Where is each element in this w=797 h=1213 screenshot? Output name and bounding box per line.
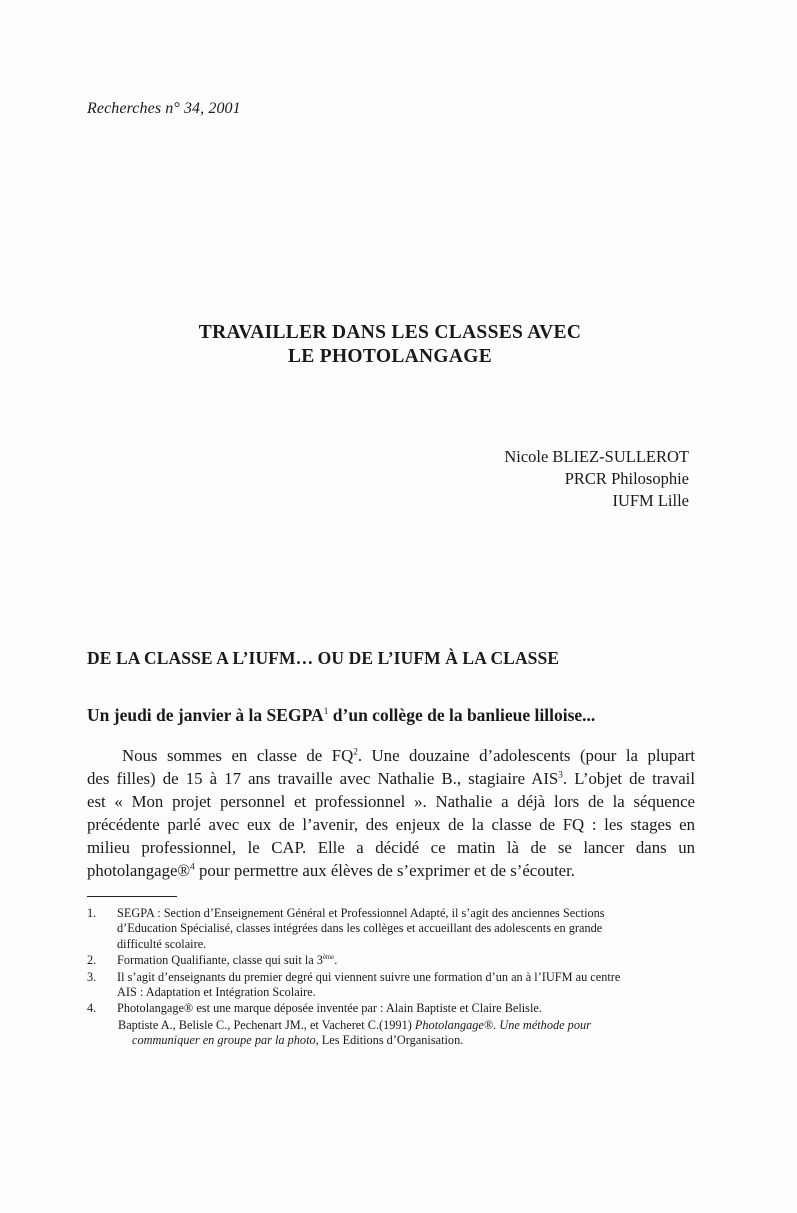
running-head: Recherches n° 34, 2001 bbox=[87, 100, 241, 117]
footnote-4-reference bbox=[118, 1018, 695, 1049]
footnote-text: Photolangage® est une marque déposée inventée par : Alain Baptiste et Claire Belisle. bbox=[117, 1001, 542, 1016]
footnote-text: Il s’agit d’enseignants du premier degré qui viennent suivre une formation d’un an à l’IUFM au centre bbox=[117, 969, 621, 984]
article-title-line-2: LE PHOTOLANGAGE bbox=[287, 346, 493, 367]
paragraph-text: pour permettre aux élèves de s’exprimer et de s’écouter. bbox=[194, 861, 575, 880]
footnote-number: 1. bbox=[87, 906, 97, 920]
footnote-text-part: Formation Qualifiante, classe qui suit la 3 bbox=[117, 953, 323, 968]
footnote-2 bbox=[87, 953, 695, 968]
article-title bbox=[100, 321, 680, 369]
footnote-number: 4. bbox=[87, 1001, 97, 1016]
reference-publisher: , Les Editions d’Organisation. bbox=[315, 1033, 464, 1048]
reference-title: communiquer en groupe par la photo bbox=[132, 1033, 316, 1048]
subsection-text-end: d’un collège de la banlieue lilloise... bbox=[328, 705, 596, 725]
footnote-ref-4: 4 bbox=[190, 861, 195, 872]
author-block bbox=[504, 446, 689, 512]
footnote-text: AIS : Adaptation et Intégration Scolaire. bbox=[117, 985, 316, 1000]
footnote-ref-1: 1 bbox=[323, 706, 329, 718]
paragraph-text: . Une douzaine d’adolescents (pour la plupart bbox=[357, 746, 695, 765]
section-heading: DE LA CLASSE A L’IUFM… OU DE L’IUFM À LA CLASSE bbox=[87, 648, 560, 668]
reference-line-1 bbox=[118, 1018, 695, 1033]
footnote-text-part: . bbox=[334, 953, 338, 968]
paragraph-line-5: milieu professionnel, le CAP. Elle a décidé ce matin là de se lancer dans un bbox=[87, 838, 695, 857]
body-paragraph bbox=[87, 744, 695, 882]
author-name: Nicole BLIEZ-SULLEROT bbox=[504, 447, 689, 466]
paragraph-line-6 bbox=[87, 859, 695, 882]
paragraph-line-4: précédente parlé avec eux de l’avenir, des enjeux de la classe de FQ : les stages en bbox=[87, 815, 695, 834]
subsection-text-start: Un jeudi de janvier à la SEGPA bbox=[87, 705, 324, 725]
article-title-line-1: TRAVAILLER DANS LES CLASSES AVEC bbox=[198, 322, 582, 343]
subsection-heading bbox=[87, 705, 595, 726]
paragraph-text: photolangage® bbox=[87, 861, 191, 880]
paragraph-text: des filles) de 15 à 17 ans travaille avec Nathalie B., stagiaire AIS bbox=[87, 769, 559, 788]
footnote-separator bbox=[87, 896, 177, 897]
footnote-1 bbox=[87, 906, 695, 952]
footnote-number: 2. bbox=[87, 953, 97, 968]
paragraph-line-2 bbox=[87, 767, 695, 790]
reference-authors: Baptiste A., Belisle C., Pechenart JM., et Vacheret C.(1991) bbox=[118, 1017, 415, 1032]
paragraph-text: Nous sommes en classe de FQ bbox=[122, 746, 354, 765]
footnotes bbox=[87, 906, 695, 1049]
footnote-text: difficulté scolaire. bbox=[117, 936, 207, 951]
reference-title: Photolangage®. Une méthode pour bbox=[414, 1017, 591, 1032]
footnote-3 bbox=[87, 970, 695, 1001]
footnote-superscript: ème bbox=[322, 954, 335, 962]
paragraph-text: . L’objet de travail bbox=[562, 769, 695, 788]
footnote-text: SEGPA : Section d’Enseignement Général et Professionnel Adapté, il s’agit des anciennes Sections bbox=[117, 906, 605, 920]
author-institution: IUFM Lille bbox=[612, 491, 689, 510]
footnote-text bbox=[117, 953, 695, 968]
footnote-ref-3: 3 bbox=[558, 769, 563, 780]
paragraph-line-1 bbox=[87, 744, 695, 767]
footnote-number: 3. bbox=[87, 969, 97, 984]
reference-line-2 bbox=[118, 1033, 695, 1048]
footnote-4 bbox=[87, 1001, 695, 1016]
paragraph-line-3: est « Mon projet personnel et professionnel ». Nathalie a déjà lors de la séquence bbox=[87, 792, 695, 811]
footnote-ref-2: 2 bbox=[353, 746, 358, 757]
author-role: PRCR Philosophie bbox=[564, 469, 689, 488]
footnote-text: d’Education Spécialisé, classes intégrées dans les collèges et accueillant des adolescents en grande bbox=[117, 921, 603, 936]
